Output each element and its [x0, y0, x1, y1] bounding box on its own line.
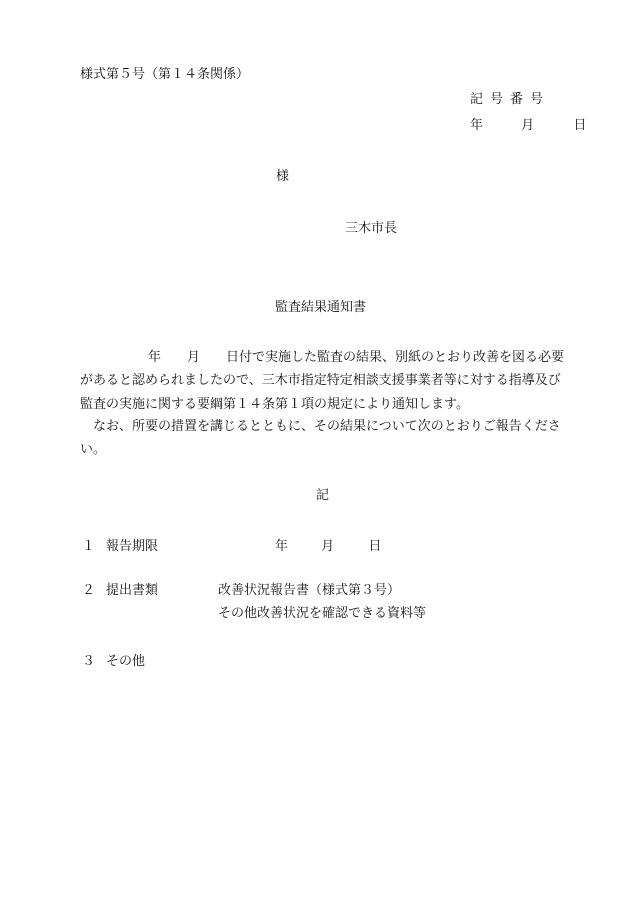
issue-date-year: 年	[470, 118, 484, 133]
document-title: 監査結果通知書	[275, 300, 367, 315]
deadline-day: 日	[368, 539, 382, 554]
item-3-label: その他	[106, 654, 146, 669]
item-3-number: ３	[82, 654, 96, 669]
issue-date	[470, 117, 586, 134]
body-paragraph-1: 年 月 日付で実施した監査の結果、別紙のとおり改善を図る必要があると認められましたので、三木市指定特定相談支援事業者等に対する指導及び監査の実施に関する要綱第１４条第１項の規定により通知します。	[80, 350, 565, 412]
report-deadline-date	[275, 538, 381, 555]
item-1-label: 報告期限	[106, 539, 159, 554]
submission-document-1: 改善状況報告書（様式第３号）	[218, 583, 401, 598]
issue-date-month: 月	[521, 118, 535, 133]
deadline-year: 年	[275, 539, 289, 554]
body-paragraph-2: なお、所要の措置を講じるとともに、その結果について次のとおりご報告ください。	[80, 419, 561, 458]
item-2-number: ２	[82, 583, 96, 598]
record-heading: 記	[316, 488, 330, 503]
item-2-label: 提出書類	[106, 583, 159, 598]
reference-number: 記号番号	[470, 92, 551, 107]
submission-document-2: その他改善状況を確認できる資料等	[218, 606, 427, 621]
issue-date-day: 日	[573, 118, 587, 133]
form-number-label: 様式第５号（第１４条関係）	[80, 67, 250, 82]
addressee-honorific: 様	[276, 169, 290, 184]
deadline-month: 月	[321, 539, 335, 554]
sender-name: 三木市長	[345, 221, 398, 236]
item-1-number: １	[82, 539, 96, 554]
